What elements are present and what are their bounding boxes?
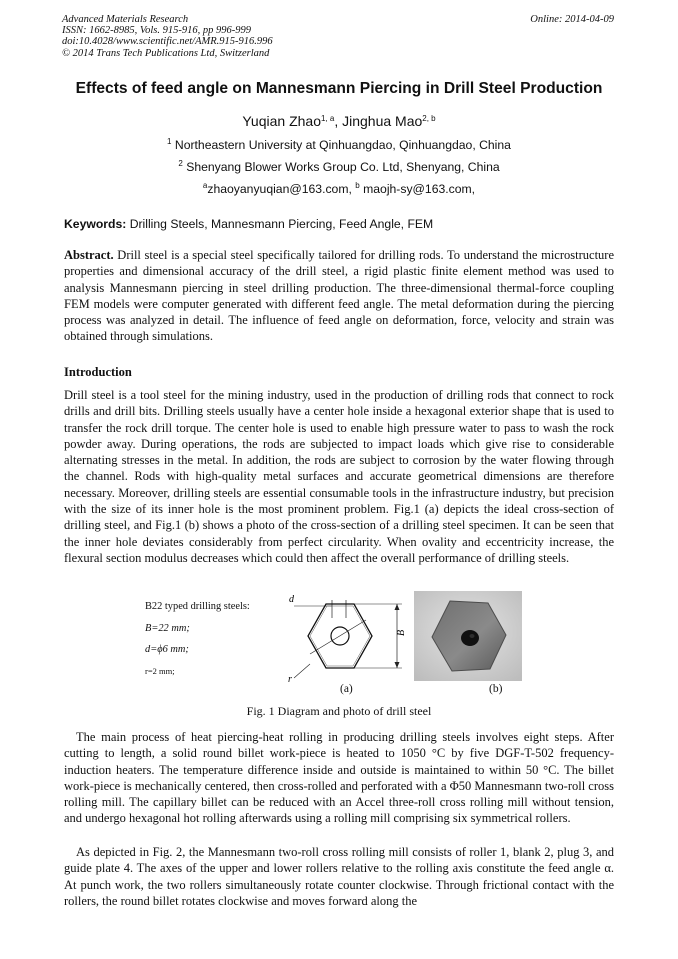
- dim-arrow-B-bottom: [395, 662, 400, 668]
- affiliation-2-sup: 2: [178, 159, 183, 168]
- email-a[interactable]: zhaoyanyuqian@163.com,: [207, 182, 356, 196]
- affiliation-1-sup: 1: [167, 137, 172, 146]
- spec-B: B=22 mm;: [145, 622, 190, 634]
- doi-line[interactable]: doi:10.4028/www.scientific.net/AMR.915-916.996: [62, 36, 273, 48]
- email-b-sup: b: [355, 181, 360, 190]
- affiliation-1: [0, 138, 678, 152]
- author-line: [0, 113, 678, 129]
- email-b[interactable]: maojh-sy@163.com,: [359, 182, 476, 196]
- hexagon-diagram: [280, 592, 415, 687]
- subfigure-label-b: (b): [489, 683, 503, 695]
- online-date: Online: 2014-04-09: [530, 14, 614, 25]
- author-2-sup: 2, b: [422, 114, 436, 123]
- label-d: d: [289, 594, 294, 605]
- keywords-label: Keywords:: [64, 217, 127, 231]
- abstract-paragraph: [64, 247, 614, 345]
- intro-paragraph-1: Drill steel is a tool steel for the mining industry, used in the production of drilling rods that connect to rock drills and drill bits. Drilling steels usually have a center hole inside a hexagonal exterior shape that is used to transfer the rock drill torque. The center hole is used to enable high pressure water to pass to wash the rock powder away. During operations, the rods are subjected to impact loads which give rise to considerable alternating stresses in the metal. In addition, the rods are subject to corrosion by the water flowing through the channel. Rods with high-quality metal surfaces and accurate geometrical dimensions are therefore necessary. Moreover, drilling steels are essential consumable tools in the infrastructure industry, but precision with the size of its inner hole is the most prominent problem. Fig.1 (a) depicts the ideal cross-section of drilling steel, and Fig.1 (b) shows a photo of the cross-section of a drilling steel specimen. It can be seen that the inner hole deviates considerably from perfect circularity. When ovality and eccentricity increase, the flexural section modulus decreases which could then affect the overall performance of drilling steels.: [64, 388, 614, 565]
- affiliation-2-text: Shenyang Blower Works Group Co. Ltd, Shenyang, China: [182, 160, 500, 174]
- author-1-sup: 1, a: [320, 114, 335, 123]
- drill-steel-photo: [414, 591, 522, 681]
- paper-title: Effects of feed angle on Mannesmann Piercing in Drill Steel Production: [75, 80, 603, 97]
- email-a-sup: a: [202, 181, 208, 190]
- abstract-text: Drill steel is a special steel specifically tailored for drilling rods. To understand the microstructure properties and dimensional accuracy of the drill steel, a rigid plastic finite element method was used to analysis Mannesmann piercing in steel drilling production. The three-dimensional thermal-force coupling FEM models were computer generated with different feed angle. The metal deformation during the piercing process was analyzed in detail. The influence of feed angle on deformation, force, velocity and strain was obtained through simulations.: [64, 248, 614, 344]
- keywords-text: Drilling Steels, Mannesmann Piercing, Feed Angle, FEM: [126, 217, 434, 231]
- email-line: [0, 182, 678, 196]
- author-separator: ,: [334, 113, 343, 129]
- label-B: B: [396, 629, 407, 636]
- dim-arrow-B-top: [395, 604, 400, 610]
- abstract-label: Abstract.: [64, 248, 114, 262]
- hole-diameter-line: [310, 620, 366, 654]
- copyright-line: © 2014 Trans Tech Publications Ltd, Switzerland: [62, 47, 270, 59]
- author-1: Yuqian Zhao: [242, 113, 321, 129]
- keywords: [64, 217, 433, 231]
- affiliation-2: [0, 160, 678, 174]
- body-paragraph-2: The main process of heat piercing-heat rolling in producing drilling steels involves eight steps. After cutting to length, a solid round billet work-piece is heated to 1050 °C by five DGF-T-502 frequency-induction heaters. The temperature difference inside and outside is maintained to within 50 °C. The billet work-piece is mechanically centered, then cross-rolled and perforated with a Φ50 Mannesmann two-roll cross rolling mill. The capillary billet can be reduced with an Accel three-roll cross rolling mill without tension, and undergo hexagonal hot rolling afterwards using a rolling mill comprising six symmetrical rollers.: [64, 730, 614, 826]
- hole-highlight: [470, 634, 475, 638]
- affiliation-1-text: Northeastern University at Qinhuangdao, Qinhuangdao, China: [171, 138, 511, 152]
- section-heading-introduction: Introduction: [64, 365, 132, 379]
- figure-1-caption: Fig. 1 Diagram and photo of drill steel: [246, 704, 432, 718]
- label-r: r: [288, 674, 292, 685]
- journal-name: Advanced Materials Research: [62, 14, 189, 25]
- issn-line: ISSN: 1662-8985, Vols. 915-916, pp 996-999: [62, 25, 251, 37]
- subfigure-label-a: (a): [340, 683, 353, 695]
- steel-inner-hole: [461, 630, 479, 646]
- figure-spec-list: [145, 596, 250, 682]
- spec-d: d=ϕ6 mm;: [145, 644, 189, 655]
- body-paragraph-3: As depicted in Fig. 2, the Mannesmann two-roll cross rolling mill consists of roller 1, blank 2, plug 3, and guide plate 4. The axes of the upper and lower rollers relative to the rolling axis constitute the feed angle α. At punch work, the two rollers simultaneously rotate counter clockwise. Through frictional contact with the rollers, the round billet rotates clockwise and moves forward along the: [64, 845, 614, 908]
- spec-title: B22 typed drilling steels:: [145, 601, 250, 612]
- journal-header: [62, 14, 273, 59]
- spec-r: r=2 mm;: [145, 665, 175, 676]
- author-2: Jinghua Mao: [342, 113, 423, 129]
- leader-r: [294, 664, 310, 678]
